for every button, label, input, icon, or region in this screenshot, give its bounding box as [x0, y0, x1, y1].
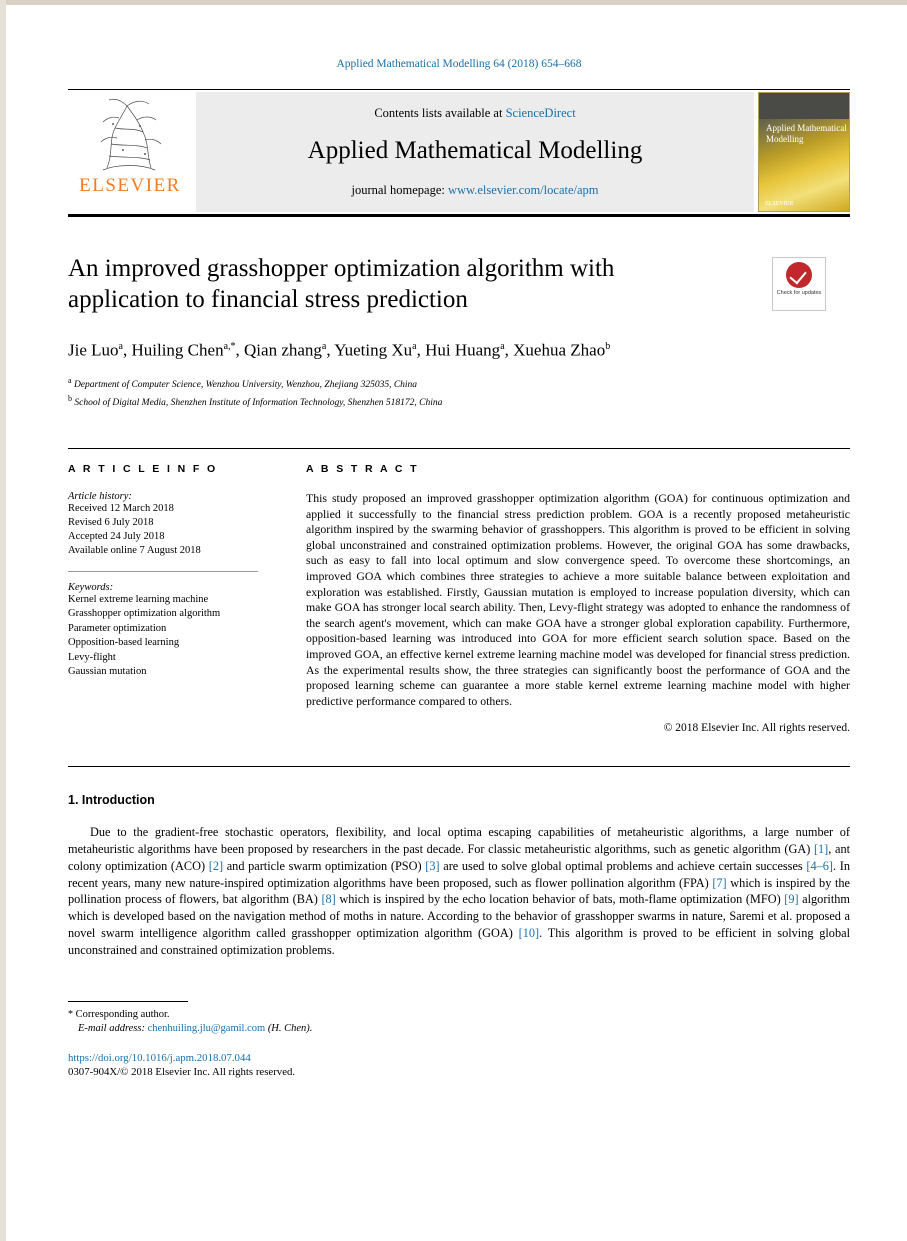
- affiliation-list: [68, 374, 850, 410]
- citation-link-7[interactable]: [7]: [712, 875, 727, 890]
- intro-part: . This algorithm is proved to be efficient in solving global unconstrained and constrained optimization problems.: [68, 926, 850, 957]
- footnote-divider: [68, 1001, 188, 1002]
- author-email-link[interactable]: chenhuiling.jlu@gamil.com: [147, 1022, 266, 1034]
- citation-link-1[interactable]: [1]: [813, 842, 829, 857]
- doi-anchor[interactable]: https://doi.org/10.1016/j.apm.2018.07.044: [68, 1051, 251, 1064]
- cover-publisher: ELSEVIER: [765, 201, 794, 207]
- elsevier-wordmark: ELSEVIER: [79, 175, 181, 196]
- intro-part: and particle swarm optimization (PSO): [223, 858, 426, 873]
- abstract-column: [306, 463, 850, 734]
- keyword-item: Grasshopper optimization algorithm: [68, 608, 221, 620]
- intro-part: . In recent years, many new nature-inspired optimization algorithms have been proposed, such as flower pollination algorithm (FPA): [68, 858, 850, 890]
- intro-part: which is inspired by the pollination process of flowers, bat algorithm (BA): [68, 875, 850, 907]
- sciencedirect-link[interactable]: ScienceDirect: [505, 106, 576, 120]
- journal-homepage-link[interactable]: www.elsevier.com/locate/apm: [447, 183, 599, 197]
- email-note: [78, 1022, 398, 1036]
- citation-link-10[interactable]: [10]: [518, 926, 540, 941]
- intro-part: algorithm which is developed based on the navigation method of moths in nature. According to the behavior of grasshopper swarms in nature, Saremi et al. proposed a novel swarm intelligence algorithm called grasshopper optimization algorithm (GOA): [68, 892, 850, 941]
- journal-cover-image: [758, 92, 850, 212]
- intro-part: , ant colony optimization (ACO): [68, 842, 851, 873]
- journal-cover: [758, 90, 850, 214]
- corresponding-marker: *: [68, 1008, 73, 1020]
- abstract-copyright: © 2018 Elsevier Inc. All rights reserved.: [663, 722, 850, 735]
- history-revised: Revised 6 July 2018: [68, 516, 154, 528]
- abstract-text: This study proposed an improved grasshopper optimization algorithm (GOA) for continuous optimization and applied it successfully to the financial stress prediction problem. GOA is a recently proposed metaheuristic algorithm inspired by the swarming behavior of grasshoppers. This algorithm is proved to be efficient in solving global unconstrained and constrained optimization problems. However, the original GOA has some drawbacks, such as easy to fall into local optimum and slow convergence speed. To overcome these shortcomings, an improved GOA which combines three strategies to achieve a more suitable balance between exploitation and exploration was established. Firstly, Gaussian mutation is employed to increase population diversity, which can make GOA has stronger local search ability. Then, Levy-flight strategy was adopted to enhance the randomness of the search agent's movement, which can make GOA have a stronger global exploration capability. Furthermore, opposition-based learning was introduced into GOA for more efficient search solution space. Based on the improved GOA, an effective kernel extreme learning machine model was developed for financial stress prediction. As the experimental results show, the three strategies can significantly boost the performance of GOA and the proposed learning scheme can guarantee a more stable kernel extreme learning machine model with higher predictive performance compared to others.: [306, 490, 850, 708]
- doi-link[interactable]: [68, 1052, 398, 1064]
- contents-available-line: [374, 106, 575, 121]
- keyword-item: Gaussian mutation: [68, 666, 147, 678]
- email-label: E-mail address:: [78, 1022, 148, 1034]
- history-accepted: Accepted 24 July 2018: [68, 530, 165, 542]
- author-list: Jie Luo$^a$, Huiling Chen$^{a,*}$, Qian zhang$^a$, Yueting Xu$^a$, Hui Huang$^a$, Xuehua Zhao$^b$: [68, 340, 611, 360]
- journal-masthead: [68, 89, 850, 214]
- corresponding-text: Corresponding author.: [73, 1008, 170, 1020]
- keyword-item: Levy-flight: [68, 651, 116, 663]
- keywords-divider: [68, 571, 258, 572]
- intro-part: are used to solve global optimal problems and achieve certain successes: [439, 858, 807, 873]
- crossmark-badge[interactable]: [772, 257, 826, 311]
- section-divider: [68, 766, 850, 767]
- cover-title: Applied Mathematical Modelling: [766, 123, 847, 144]
- issn-copyright: 0307-904X/© 2018 Elsevier Inc. All rights reserved.: [68, 1065, 296, 1078]
- citation-link-2[interactable]: [2]: [208, 858, 224, 873]
- page-footnotes: [68, 1001, 398, 1078]
- homepage-prefix: journal homepage:: [351, 183, 448, 197]
- journal-homepage-line: [351, 183, 598, 198]
- introduction-heading: 1. Introduction: [68, 793, 155, 808]
- masthead-banner: [196, 92, 754, 212]
- keywords-label: Keywords:: [68, 581, 114, 593]
- citation-link-4-6[interactable]: [4–6]: [806, 858, 834, 873]
- intro-part: Due to the gradient-free stochastic operators, flexibility, and local optima escaping capabilities of metaheuristic algorithms, a large number of metaheuristic algorithms have been proposed by researchers in the past decade. For classic metaheuristic algorithms, such as genetic algorithm (GA): [68, 825, 850, 857]
- affiliation-a: $^a$ Department of Computer Science, Wenzhou University, Wenzhou, Zhejiang 325035, China: [68, 375, 418, 390]
- page-edge-left: [0, 0, 6, 1241]
- citation-link-3[interactable]: [3]: [425, 858, 440, 873]
- info-abstract-section: [68, 448, 850, 734]
- journal-title: Applied Mathematical Modelling: [307, 137, 643, 164]
- contents-prefix: Contents lists available at: [374, 106, 506, 120]
- page-title: An improved grasshopper optimization algorithm with application to financial stress prediction: [68, 255, 615, 313]
- article-history-label: Article history:: [68, 490, 132, 502]
- cover-header-band: [759, 93, 849, 119]
- keyword-item: Opposition-based learning: [68, 637, 180, 649]
- citation-link-9[interactable]: [9]: [784, 892, 799, 907]
- history-online: Available online 7 August 2018: [68, 544, 201, 556]
- title-block: [68, 253, 850, 410]
- publisher-logo: [68, 90, 192, 214]
- article-info-column: [68, 463, 306, 734]
- article-info-heading: A R T I C L E I N F O: [68, 462, 218, 475]
- elsevier-tree-icon: [93, 94, 167, 174]
- intro-part: which is inspired by the echo location behavior of bats, moth-flame optimization (MFO): [335, 892, 785, 907]
- masthead-bottom-rule: [68, 214, 850, 217]
- email-suffix: (H. Chen).: [265, 1022, 313, 1034]
- introduction-paragraph: [68, 824, 850, 958]
- corresponding-author-note: [68, 1008, 398, 1022]
- keyword-item: Kernel extreme learning machine: [68, 593, 209, 605]
- keyword-item: Parameter optimization: [68, 622, 167, 634]
- history-received: Received 12 March 2018: [68, 502, 174, 514]
- journal-reference-line: Applied Mathematical Modelling 64 (2018) 654–668: [336, 58, 582, 70]
- citation-link-8[interactable]: [8]: [321, 892, 336, 907]
- affiliation-b: $^b$ School of Digital Media, Shenzhen Institute of Information Technology, Shenzhen 518172, China: [68, 393, 443, 408]
- crossmark-icon: [786, 262, 812, 288]
- crossmark-label: Check for updates: [776, 290, 822, 296]
- abstract-heading: A B S T R A C T: [306, 462, 419, 475]
